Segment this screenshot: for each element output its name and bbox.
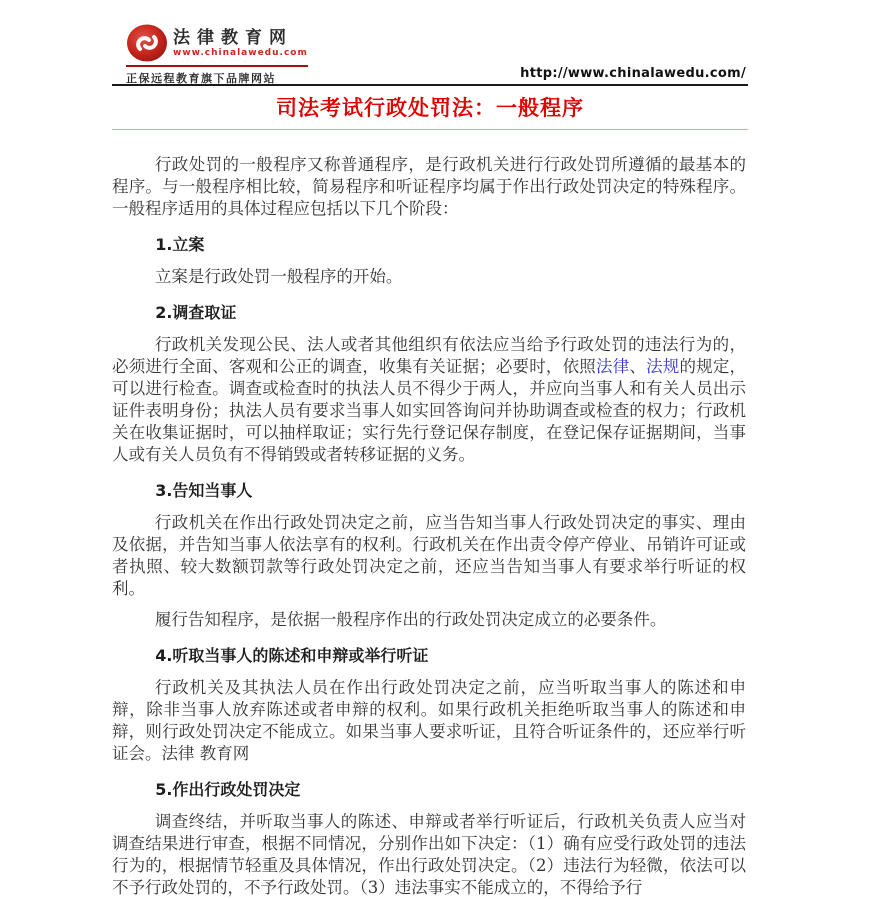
logo-domain-text: www.chinalawedu.com	[173, 47, 308, 58]
paragraph: 行政机关发现公民、法人或者其他组织有依法应当给予行政处罚的违法行为的，必须进行全面、客观和公正的调查，收集有关证据；必要时，依照法律、法规的规定，可以进行检查。调查或检查时的执法人员不得少于两人，并应向当事人和有关人员出示证件表明身份；执法人员有要求当事人如实回答询问并协助调查或检查的权力；行政机关在收集证据时，可以抽样取证；实行先行登记保存制度，在登记保存证据期间，当事人或有关人员负有不得销毁或者转移证据的义务。	[112, 335, 747, 464]
site-header	[112, 0, 748, 86]
article-body	[112, 130, 748, 899]
section-heading: 2.调查取证	[155, 303, 237, 322]
legal-term-link[interactable]: 法律	[596, 357, 630, 376]
logo-brand-name: 法律教育网	[173, 27, 293, 48]
chinalawedu-logo-icon	[126, 23, 168, 63]
paragraph: 调查终结，并听取当事人的陈述、申辩或者举行听证后，行政机关负责人应当对调查结果进行审查，根据不同情况，分别作出如下决定：（1）确有应受行政处罚的违法行为的，根据情节轻重及具体情况，作出行政处罚决定。（2）违法行为轻微，依法可以不予行政处罚的，不予行政处罚。（3）违法事实不能成立的，不得给予行	[112, 812, 746, 897]
title-band	[112, 86, 748, 130]
paragraph: 行政处罚的一般程序又称普通程序，是行政机关进行行政处罚所遵循的最基本的程序。与一般程序相比较，简易程序和听证程序均属于作出行政处罚决定的特殊程序。一般程序适用的具体过程应包括以下几个阶段：	[112, 155, 746, 218]
section-heading: 3.告知当事人	[155, 481, 253, 500]
logo-tagline: 正保远程教育旗下品牌网站	[126, 72, 276, 85]
site-logo[interactable]	[126, 23, 308, 86]
paragraph: 行政机关及其执法人员在作出行政处罚决定之前，应当听取当事人的陈述和申辩，除非当事人放弃陈述或者申辩的权利。如果行政机关拒绝听取当事人的陈述和申辩，则行政处罚决定不能成立。如果当事人要求听证，且符合听证条件的，还应举行听证会。法律 教育网	[112, 678, 746, 763]
paragraph: 履行告知程序，是依据一般程序作出的行政处罚决定成立的必要条件。	[154, 610, 667, 629]
page-title: 司法考试行政处罚法：一般程序	[276, 96, 584, 120]
site-url-link[interactable]: http://www.chinalawedu.com/	[520, 66, 746, 81]
section-heading: 5.作出行政处罚决定	[155, 780, 301, 799]
document-page	[112, 0, 748, 897]
paragraph: 立案是行政处罚一般程序的开始。	[154, 267, 403, 286]
section-heading: 1.立案	[155, 235, 205, 254]
logo-divider	[126, 65, 308, 67]
paragraph: 行政机关在作出行政处罚决定之前，应当告知当事人行政处罚决定的事实、理由及依据，并告知当事人依法享有的权利。行政机关在作出责令停产停业、吊销许可证或者执照、较大数额罚款等行政处罚决定之前，还应当告知当事人有要求举行听证的权利。	[112, 513, 746, 598]
section-heading: 4.听取当事人的陈述和申辩或举行听证	[155, 646, 429, 665]
legal-term-link[interactable]: 法规	[646, 357, 680, 376]
